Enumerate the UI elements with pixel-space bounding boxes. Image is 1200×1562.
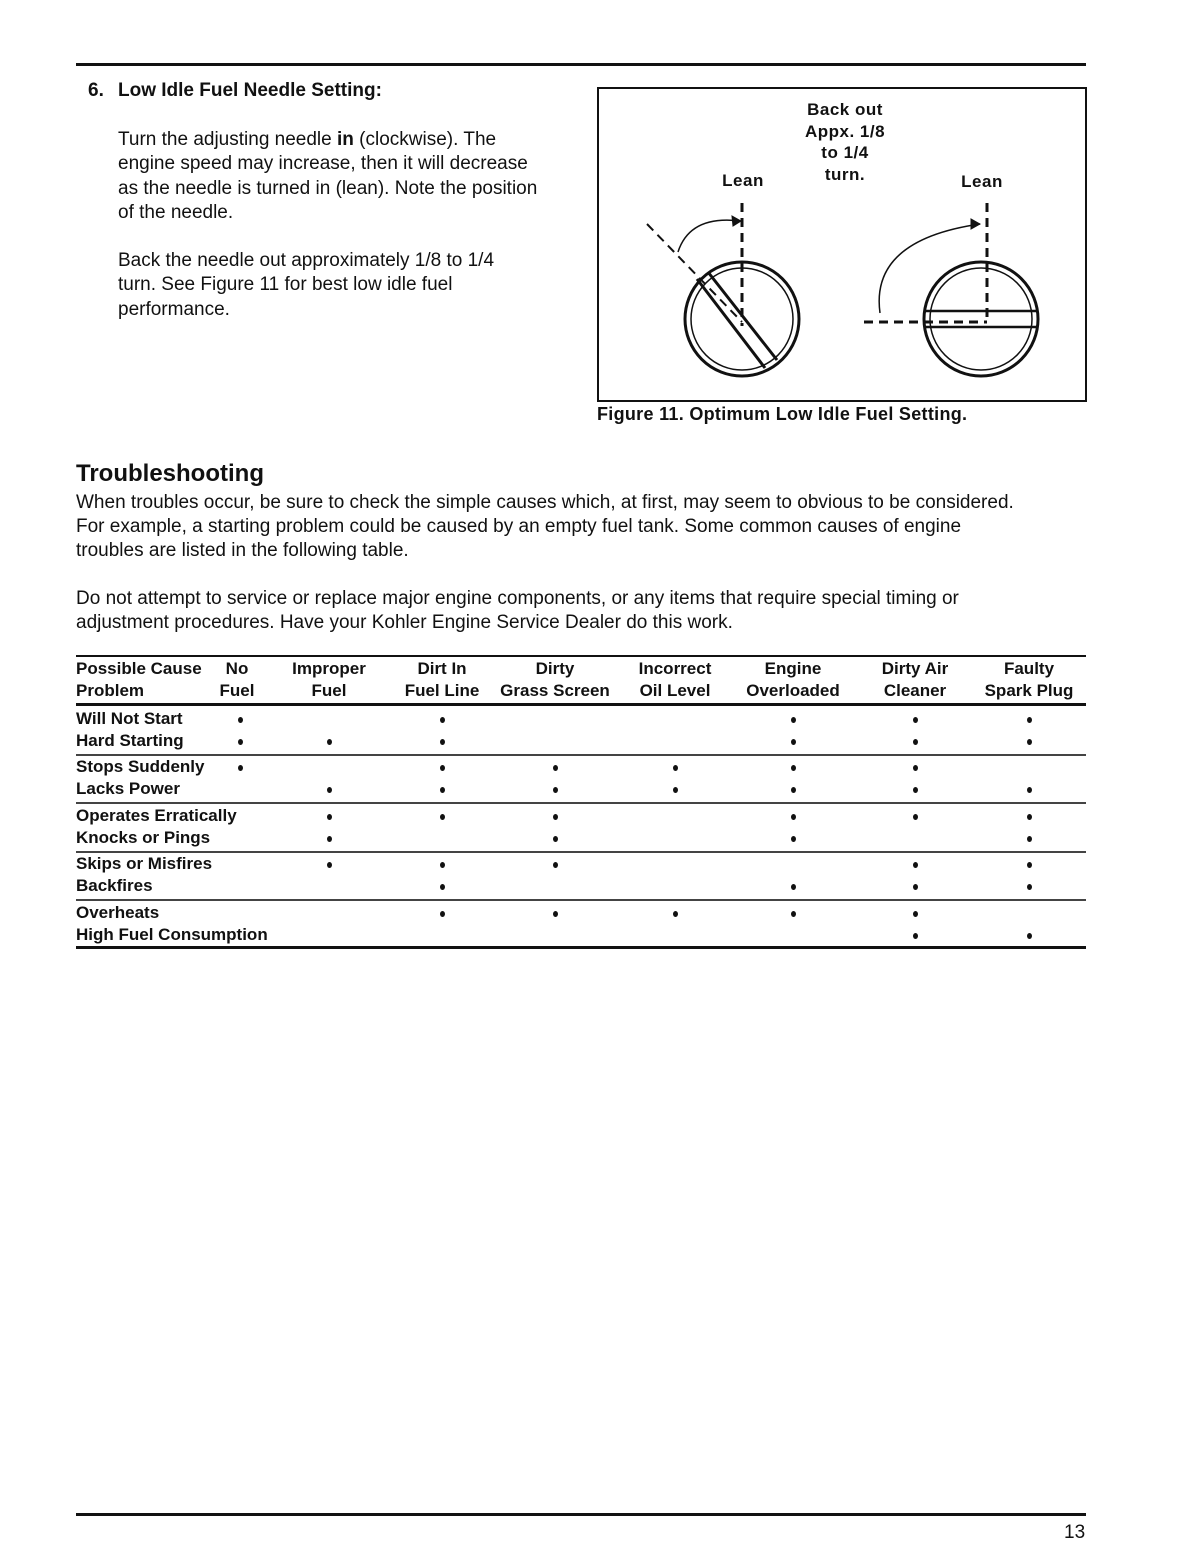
cause-dot (1027, 933, 1032, 939)
cause-dot (791, 717, 796, 723)
row-group-divider (76, 899, 1086, 901)
column-header: Spark Plug (984, 681, 1074, 700)
paragraph-line: Back the needle out approximately 1/8 to 1/4 (118, 250, 495, 271)
paragraph-line: turn. See Figure 11 for best low idle fuel (118, 274, 453, 296)
cause-dot (1027, 787, 1032, 793)
annotation-line: to 1/4 (821, 143, 869, 162)
cause-dot (440, 911, 445, 917)
cause-dot (553, 814, 558, 820)
corner-header: Problem (76, 681, 145, 700)
text-segment: engine speed may increase, then it will decrease (118, 153, 528, 175)
cause-dot (1027, 862, 1032, 868)
paragraph-line (118, 177, 537, 201)
cause-dot (673, 765, 678, 771)
cause-dot (440, 717, 445, 723)
cause-dot (327, 814, 332, 820)
row-problem: Backfires (76, 876, 153, 895)
cause-dot (673, 911, 678, 917)
text-segment: as the needle is turned in (lean). Note the position (118, 177, 538, 199)
cause-dot (553, 765, 558, 771)
cause-dot (553, 862, 558, 868)
row-problem: Skips or Misfires (76, 854, 213, 873)
paragraph-line: For example, a starting problem could be caused by an empty fuel tank. Some common causes of engine (76, 516, 962, 538)
cause-dot (440, 787, 445, 793)
paragraph-line: troubles are listed in the following table. (76, 540, 409, 562)
column-header: Fuel (219, 681, 255, 700)
text-segment: Turn the adjusting needle (118, 129, 338, 150)
row-group-divider (76, 754, 1086, 756)
annotation-line: Appx. 1/8 (804, 121, 886, 141)
lean-label-left: Lean (722, 171, 764, 190)
cause-dot (791, 836, 796, 842)
cause-dot (913, 717, 918, 723)
row-group-divider (76, 851, 1086, 853)
row-problem: Knocks or Pings (76, 828, 211, 847)
column-header: Fuel (311, 681, 347, 700)
cause-dot (913, 884, 918, 890)
row-problem: Operates Erratically (76, 806, 237, 825)
row-problem: Hard Starting (76, 731, 184, 750)
cause-dot (440, 739, 445, 745)
column-header: Improper (292, 659, 366, 678)
column-header: Oil Level (639, 681, 711, 700)
text-segment: (clockwise). The (353, 129, 497, 150)
cause-dot (327, 862, 332, 868)
cause-dot (327, 739, 332, 745)
corner-header: Possible Cause (76, 659, 202, 678)
text-segment: of the needle. (118, 202, 234, 224)
needle-screw-left (647, 203, 799, 376)
cause-dot (553, 836, 558, 842)
cause-dot (1027, 739, 1032, 745)
paragraph-line: Do not attempt to service or replace major engine components, or any items that require special timing or (76, 588, 959, 609)
cause-dot (440, 862, 445, 868)
column-header: No (225, 659, 249, 678)
figure-caption: Figure 11. Optimum Low Idle Fuel Setting. (597, 404, 968, 424)
step-number: 6. (88, 80, 104, 101)
row-problem: Will Not Start (76, 709, 183, 728)
paragraph-line (118, 152, 528, 176)
row-problem: Overheats (76, 903, 160, 922)
cause-dot (913, 739, 918, 745)
paragraph-line: adjustment procedures. Have your Kohler Engine Service Dealer do this work. (76, 612, 733, 634)
cause-dot (791, 884, 796, 890)
table-header-rule (76, 703, 1086, 706)
cause-dot (913, 911, 918, 917)
column-header: Engine (764, 659, 822, 678)
cause-dot (791, 739, 796, 745)
paragraph-line (118, 201, 233, 225)
column-header: Cleaner (883, 681, 947, 700)
column-header: Dirty (535, 659, 575, 678)
cause-dot (238, 717, 243, 723)
column-header: Overloaded (746, 681, 840, 700)
column-header: Dirty Air (881, 659, 949, 678)
row-group-divider (76, 802, 1086, 804)
cause-dot (1027, 717, 1032, 723)
row-problem: Stops Suddenly (76, 757, 205, 776)
cause-dot (327, 787, 332, 793)
page-number: 13 (1064, 1522, 1086, 1543)
column-header: Fuel Line (404, 681, 480, 700)
emphasis: in (337, 129, 354, 150)
paragraph-line: performance. (118, 298, 230, 320)
paragraph-line (118, 128, 496, 152)
row-problem: High Fuel Consumption (76, 925, 268, 944)
cause-dot (791, 787, 796, 793)
annotation-line: Back out (807, 100, 883, 119)
cause-dot (791, 765, 796, 771)
cause-dot (553, 911, 558, 917)
column-header: Incorrect (638, 659, 712, 678)
cause-dot (913, 814, 918, 820)
column-header: Faulty (1003, 659, 1055, 678)
section-heading: Troubleshooting (76, 460, 264, 487)
column-header: Grass Screen (500, 681, 610, 700)
cause-dot (238, 739, 243, 745)
cause-dot (327, 836, 332, 842)
bottom-rule (76, 1513, 1086, 1516)
cause-dot (1027, 814, 1032, 820)
cause-dot (913, 933, 918, 939)
cause-dot (440, 765, 445, 771)
needle-screw-right (864, 203, 1038, 376)
table-top-rule (76, 655, 1086, 657)
cause-dot (440, 814, 445, 820)
paragraph-line: When troubles occur, be sure to check the simple causes which, at first, may seem to obvious to be considered. (76, 492, 1014, 513)
cause-dot (791, 911, 796, 917)
lean-label-right: Lean (961, 172, 1003, 191)
cause-dot (791, 814, 796, 820)
cause-dot (553, 787, 558, 793)
row-problem: Lacks Power (76, 779, 180, 798)
cause-dot (673, 787, 678, 793)
column-header: Dirt In (417, 659, 467, 678)
annotation-line: turn. (824, 164, 866, 184)
cause-dot (238, 765, 243, 771)
cause-dot (440, 884, 445, 890)
cause-dot (1027, 884, 1032, 890)
cause-dot (913, 765, 918, 771)
step-title: Low Idle Fuel Needle Setting: (118, 80, 382, 101)
cause-dot (913, 862, 918, 868)
table-bottom-rule (76, 946, 1086, 949)
cause-dot (913, 787, 918, 793)
cause-dot (1027, 836, 1032, 842)
